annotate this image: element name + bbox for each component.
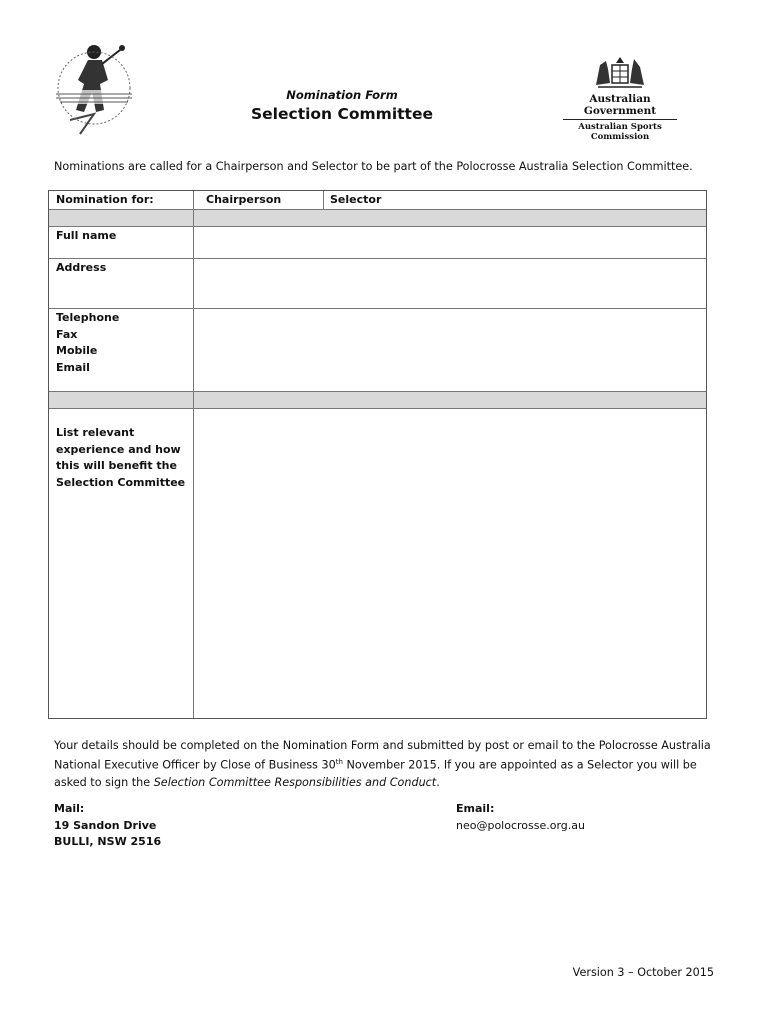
agency-name: Australian Sports Commission xyxy=(578,122,662,142)
government-name: Australian Government xyxy=(583,93,657,117)
nomination-form-table xyxy=(48,190,707,719)
fax-label: Fax xyxy=(56,327,78,341)
spacer-row xyxy=(49,210,706,227)
contact-labels xyxy=(56,310,119,376)
mail-label: Mail: xyxy=(54,802,85,815)
spacer-row xyxy=(49,392,706,409)
contact-row xyxy=(49,309,706,392)
nomination-for-row xyxy=(49,191,706,210)
email-address[interactable]: neo@polocrosse.org.au xyxy=(456,818,586,832)
page-title: Selection Committee xyxy=(251,105,433,123)
full-name-row xyxy=(49,227,706,259)
mail-line2: BULLI, NSW 2516 xyxy=(54,835,162,848)
divider xyxy=(323,191,324,210)
email-label: Email: xyxy=(456,802,495,815)
version-footer: Version 3 – October 2015 xyxy=(572,966,714,979)
experience-label: List relevant experience and how this will benefit the Selection Committee xyxy=(56,426,186,489)
mobile-label: Mobile xyxy=(56,344,98,357)
mail-block xyxy=(54,801,161,851)
divider xyxy=(193,191,194,718)
form-label: Nomination Form xyxy=(286,88,398,102)
telephone-label: Telephone xyxy=(56,311,120,324)
email-block xyxy=(456,801,585,834)
full-name-label: Full name xyxy=(56,229,117,242)
address-row xyxy=(49,259,706,309)
selector-option[interactable]: Selector xyxy=(330,193,382,206)
address-field[interactable] xyxy=(194,259,706,308)
experience-row xyxy=(49,409,706,718)
contact-field[interactable] xyxy=(194,309,706,391)
email-label: Email xyxy=(56,360,90,374)
address-label: Address xyxy=(56,261,107,274)
full-name-field[interactable] xyxy=(194,227,706,258)
instructions-paragraph: Your details should be completed on the Nomination Form and submitted by post or email to the Polocrosse Australia National Executive Officer by Close of Business 30th November 2015. If you are appointed as a Selector you will be asked to sign the Selection Committee Responsibilities and Conduct. xyxy=(54,739,711,789)
nomination-for-label: Nomination for: xyxy=(56,193,154,206)
chairperson-option[interactable]: Chairperson xyxy=(206,193,282,206)
intro-text: Nominations are called for a Chairperson and Selector to be part of the Polocrosse Australia Selection Committee. xyxy=(54,160,693,173)
experience-field[interactable] xyxy=(194,409,706,717)
mail-line1: 19 Sandon Drive xyxy=(54,818,157,832)
